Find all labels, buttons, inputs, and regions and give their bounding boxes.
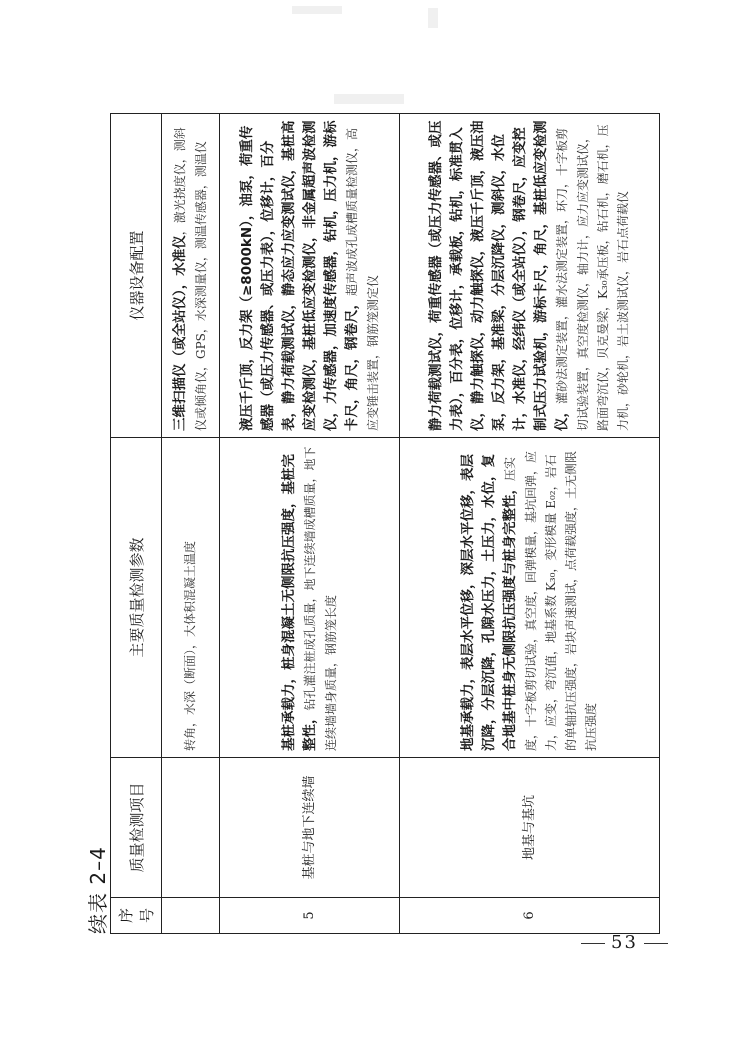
table-row bbox=[220, 114, 400, 934]
params-light: 压实度，十字板剪切试验，真空度，回弹模量，基坑回弹，应力，应变，弯沉值，地基系数 K₃₀，变形模量 E₀₂，岩石的单轴抗压强度，岩块声速测试，点荷载强度，土无侧限抗压强度 bbox=[503, 450, 598, 751]
row-params bbox=[400, 438, 660, 758]
header-item: 质量检测项目 bbox=[111, 758, 162, 898]
header-equipment: 仪器设备配置 bbox=[111, 114, 162, 438]
params-light: 转角，水深（断面），大体积混凝土温度 bbox=[183, 540, 197, 751]
page-dash-left bbox=[581, 943, 605, 944]
inspection-table bbox=[110, 113, 660, 934]
row-item: 地基与基坑 bbox=[400, 758, 660, 898]
page-dash-right bbox=[644, 943, 668, 944]
equipment-light: 超声波成孔成槽质量检测仪，高应变锤击装置，钢筋笼测定仪 bbox=[344, 127, 380, 431]
params-bold: 地基承载力，表层水平位移，深层水平位移，表层沉降，分层沉降，孔隙水压力，土压力，水位，复合地基中桩身无侧限抗压强度与桩身完整性， bbox=[460, 454, 518, 751]
page-number bbox=[575, 932, 674, 953]
row-params bbox=[220, 438, 400, 758]
equipment-bold: 三维扫描仪（或全站仪），水准仪 bbox=[172, 235, 188, 431]
scan-artifact bbox=[292, 6, 342, 14]
params-light: 钻孔灌注桩成孔质量，地下连续墙成槽质量，地下连续墙墙身质量，钢筋笼长度 bbox=[302, 446, 338, 751]
rotated-page-content bbox=[86, 114, 730, 934]
equipment-bold: 静力荷载测试仪，荷重传感器（或压力传感器、或压力表），百分表，位移计，承载板，钻机，标准贯入仪，静力触探仪，动力触探仪，液压千斤顶，液压油泵，反力架，基准梁，分层沉降仪，测斜仪，水位计，水准仪，经纬仪（或全站仪），钢卷尺，应变控制式压力试验机，游标卡尺，角尺，基桩低应变检测仪， bbox=[428, 120, 570, 431]
row-no: 6 bbox=[400, 898, 660, 934]
equipment-bold: 液压千斤顶，反力架（≥8000kN），油泵，荷重传感器（或压力传感器、或压力表），位移计，百分表，静力荷载测试仪，静态应力应变测试仪，基桩高应变检测仪，基桩低应变检测仪，非金属超声波检测仪，力传感器，加速度传感器，钻机，压力机，游标卡尺，角尺，钢卷尺， bbox=[238, 120, 360, 431]
equipment-light: ，激光挠度仪，测斜仪或倾角仪，GPS，水深测量仪，测温传感器，测温仪 bbox=[173, 127, 208, 431]
params-bold: 基桩承载力，桩身混凝土无侧限抗压强度，基桩完整性， bbox=[280, 454, 318, 751]
table-row bbox=[162, 114, 220, 934]
row-item: 基桩与地下连续墙 bbox=[220, 758, 400, 898]
table-row bbox=[400, 114, 660, 934]
scan-artifact bbox=[428, 8, 438, 28]
scan-artifact bbox=[334, 94, 404, 104]
row-equipment bbox=[400, 114, 660, 438]
page-number-value: 53 bbox=[611, 932, 638, 953]
row-no: 5 bbox=[220, 898, 400, 934]
header-no: 序号 bbox=[111, 898, 162, 934]
table-header-row bbox=[111, 114, 162, 934]
row-params bbox=[162, 438, 220, 758]
row-equipment bbox=[220, 114, 400, 438]
row-no bbox=[162, 898, 220, 934]
equipment-light: 灌砂法测定装置，灌水法测定装置，环刀，十字板剪切试验装置，真空度检测仪，轴力计，应力应变测试仪，路面弯沉仪，贝克曼梁，K₃₀承压板，钻石机，磨石机，压力机，砂轮机，岩土波测试仪，岩石点荷载仪 bbox=[555, 124, 630, 431]
row-equipment bbox=[162, 114, 220, 438]
table-caption: 续表 2–4 bbox=[86, 846, 110, 934]
row-item bbox=[162, 758, 220, 898]
header-params: 主要质量检测参数 bbox=[111, 438, 162, 758]
